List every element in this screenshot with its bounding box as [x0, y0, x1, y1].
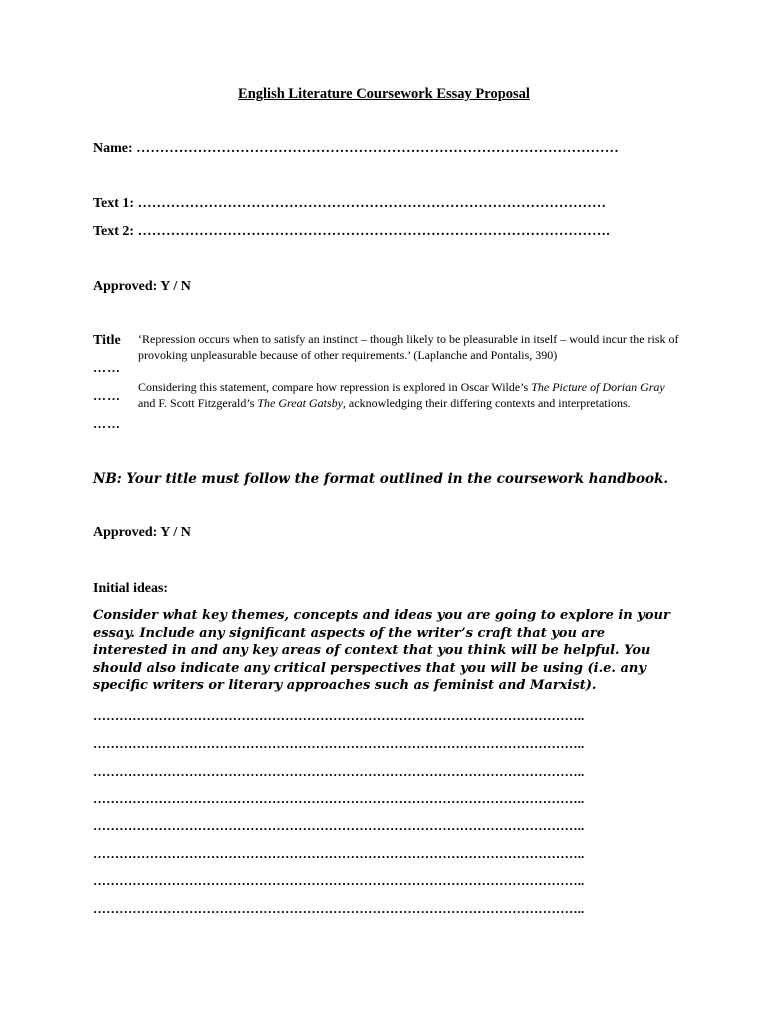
book-title-dorian-gray: The Picture of Dorian Gray — [531, 380, 665, 394]
question-part-2: and F. Scott Fitzgerald’s — [138, 396, 258, 410]
title-dots-1: …… — [93, 360, 121, 375]
text1-field[interactable] — [93, 196, 606, 212]
ideas-line-4[interactable]: ………………………………………………………………………………………………….. — [93, 791, 585, 806]
approved-title-status: Approved: Y / N — [93, 279, 191, 294]
initial-ideas-instructions: Consider what key themes, concepts and ideas you are going to explore in your essay. Include any significant aspects of the writer’s craft that you are interested in and any key areas of context that you think will be helpful. You should also indicate any critical perspectives that you will be using (i.e. any specific writers or literary approaches such as feminist and Marxist). — [93, 608, 670, 693]
text2-dots[interactable]: ………………………………………………………………………………………. — [137, 224, 610, 239]
ideas-line-2[interactable]: ………………………………………………………………………………………………….. — [93, 736, 585, 751]
book-title-great-gatsby: The Great Gatsby — [257, 396, 343, 410]
ideas-line-3[interactable]: ………………………………………………………………………………………………….. — [93, 764, 585, 779]
title-label: Title — [93, 333, 121, 348]
name-label: Name: — [93, 141, 133, 156]
ideas-line-5[interactable]: ………………………………………………………………………………………………….. — [93, 818, 585, 833]
title-quote: ‘Repression occurs when to satisfy an instinct – though likely to be pleasurable in itself – would incur the risk of provoking unpleasurable because of other requirements.’ (Laplanche and Pontalis, 390) — [138, 332, 679, 362]
text2-field[interactable] — [93, 224, 610, 240]
page-title: English Literature Coursework Essay Proposal — [238, 86, 530, 102]
question-part-1: Considering this statement, compare how repression is explored in Oscar Wilde’s — [138, 380, 532, 394]
ideas-line-1[interactable]: ………………………………………………………………………………………………….. — [93, 708, 585, 723]
name-dots[interactable]: ………………………………………………………………………………………… — [136, 141, 619, 156]
title-question — [138, 379, 683, 411]
text1-label: Text 1: — [93, 196, 135, 211]
title-dots-3: …… — [93, 416, 121, 431]
ideas-line-7[interactable]: ………………………………………………………………………………………………….. — [93, 873, 585, 888]
approved-final-status: Approved: Y / N — [93, 525, 191, 540]
ideas-line-8[interactable]: ………………………………………………………………………………………………….. — [93, 901, 585, 916]
title-dots-2: …… — [93, 388, 121, 403]
initial-ideas-label: Initial ideas: — [93, 581, 169, 596]
nb-note: NB: Your title must follow the format outlined in the coursework handbook. — [93, 471, 669, 487]
text2-label: Text 2: — [93, 224, 135, 239]
ideas-line-6[interactable]: ………………………………………………………………………………………………….. — [93, 846, 585, 861]
question-part-3: , acknowledging their differing contexts and interpretations. — [342, 396, 631, 410]
text1-dots[interactable]: ……………………………………………………………………………………… — [137, 196, 607, 211]
name-field[interactable] — [93, 141, 619, 157]
